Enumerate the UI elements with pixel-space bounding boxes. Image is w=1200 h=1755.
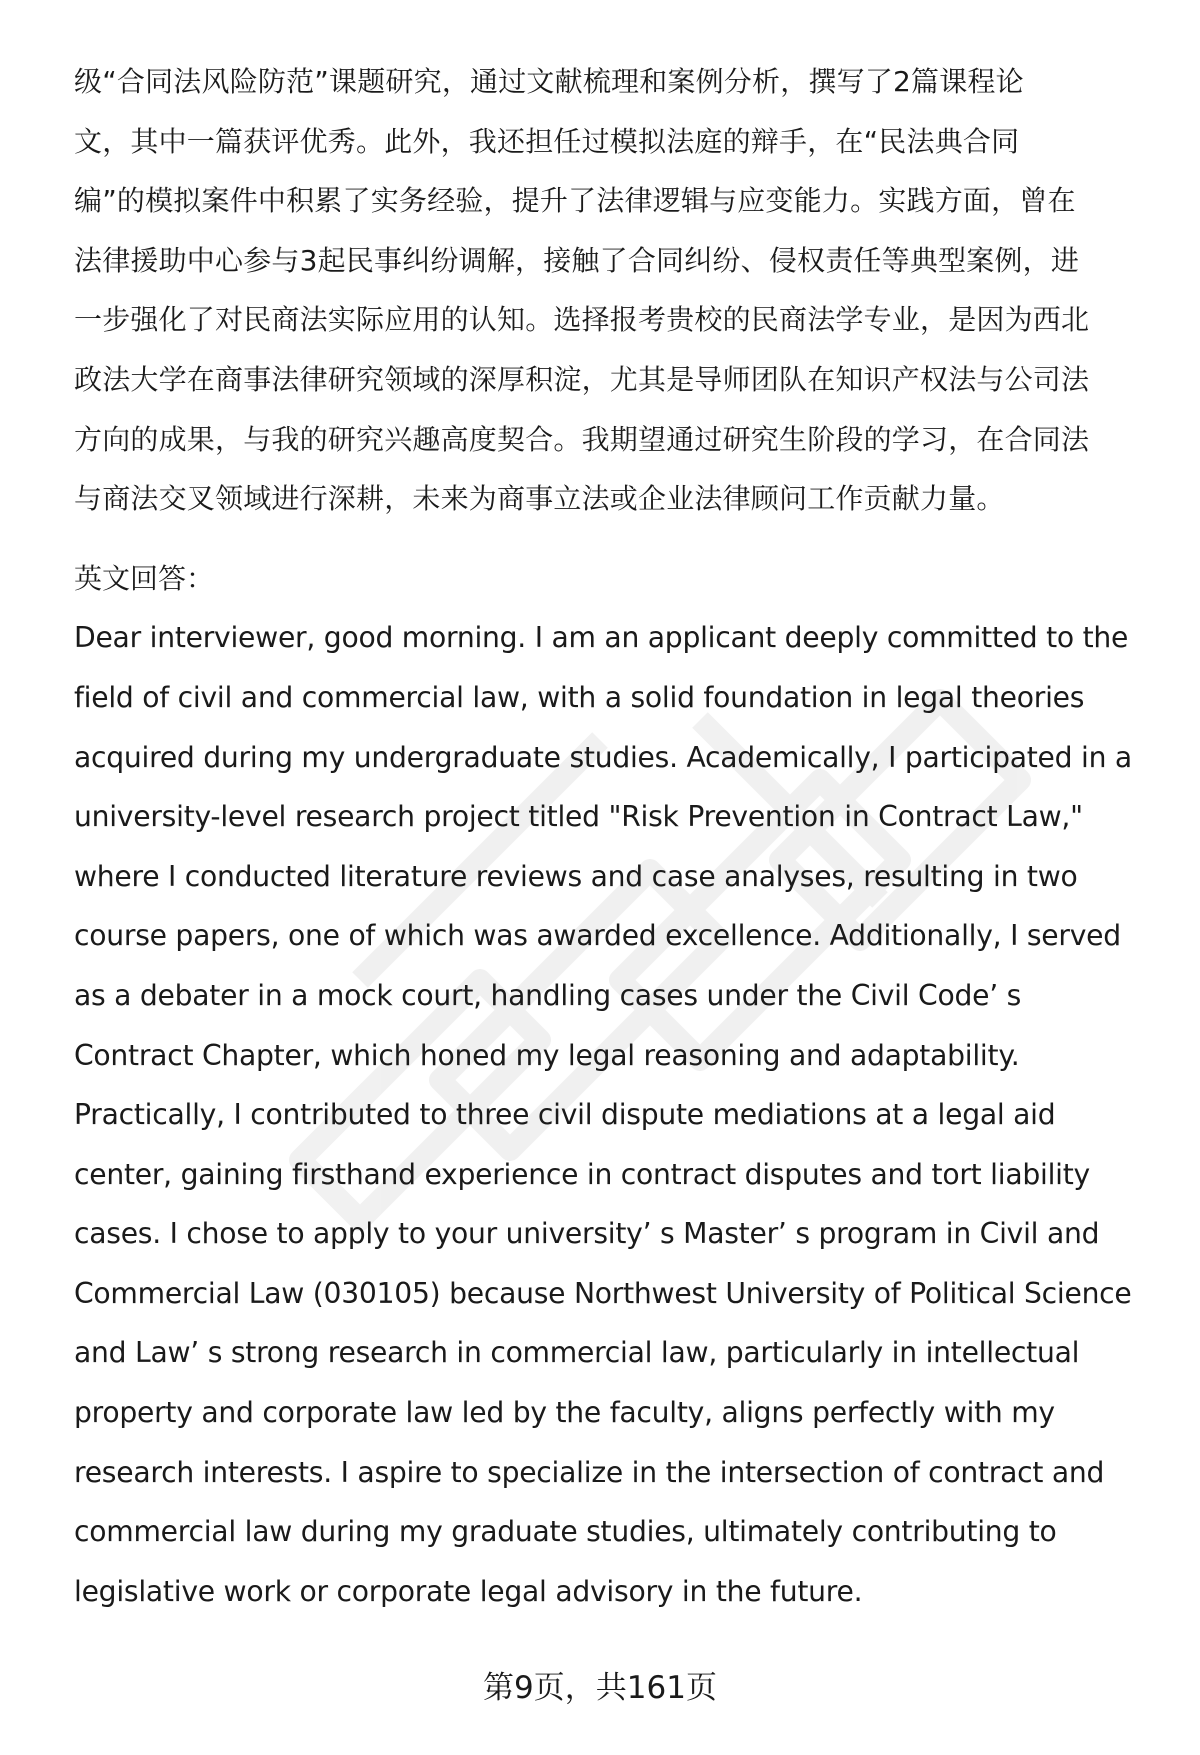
english-answer-line: legislative work or corporate legal advisory in the future.	[74, 1574, 863, 1608]
english-answer-line: center, gaining firsthand experience in contract disputes and tort liability	[74, 1157, 1090, 1191]
english-answer-line: property and corporate law led by the faculty, aligns perfectly with my	[74, 1396, 1055, 1430]
chinese-answer-line: 法律援助中心参与3起民事纠纷调解，接触了合同纠纷、侵权责任等典型案例，进	[74, 243, 1080, 277]
english-answer-line: cases. I chose to apply to your university’ s Master’ s program in Civil and	[74, 1217, 1100, 1251]
english-answer-line: Contract Chapter, which honed my legal reasoning and adaptability.	[74, 1038, 1020, 1072]
english-answer-line: course papers, one of which was awarded excellence. Additionally, I served	[74, 919, 1121, 953]
english-answer-line: university-level research project titled "Risk Prevention in Contract Law,"	[74, 800, 1083, 834]
english-answer-heading: 英文回答：	[74, 561, 215, 595]
english-answer-line: as a debater in a mock court, handling cases under the Civil Code’ s	[74, 978, 1022, 1012]
page-number-footer: 第9页，共161页	[483, 1670, 717, 1706]
chinese-answer-line: 一步强化了对民商法实际应用的认知。选择报考贵校的民商法学专业，是因为西北	[74, 303, 1090, 337]
english-answer-line: commercial law during my graduate studies, ultimately contributing to	[74, 1515, 1057, 1549]
english-answer-line: research interests. I aspire to specialize in the intersection of contract and	[74, 1455, 1105, 1489]
english-answer-line: field of civil and commercial law, with a solid foundation in legal theories	[74, 680, 1085, 714]
chinese-answer-line: 编”的模拟案件中积累了实务经验，提升了法律逻辑与应变能力。实践方面，曾在	[74, 184, 1076, 218]
document-body	[74, 52, 1149, 1621]
chinese-answer-line: 政法大学在商事法律研究领域的深厚积淀，尤其是导师团队在知识产权法与公司法	[74, 362, 1090, 396]
english-answer-line: Practically, I contributed to three civil dispute mediations at a legal aid	[74, 1098, 1056, 1132]
english-answer-line: acquired during my undergraduate studies. Academically, I participated in a	[74, 740, 1132, 774]
chinese-answer-paragraph	[74, 52, 1149, 529]
chinese-answer-line: 与商法交叉领域进行深耕，未来为商事立法或企业法律顾问工作贡献力量。	[74, 482, 1005, 516]
chinese-answer-line: 级“合同法风险防范”课题研究，通过文献梳理和案例分析，撰写了2篇课程论	[74, 65, 1024, 98]
english-answer-line: and Law’ s strong research in commercial law, particularly in intellectual	[74, 1336, 1080, 1370]
english-answer-line: Dear interviewer, good morning. I am an applicant deeply committed to the	[74, 621, 1129, 655]
english-answer-line: where I conducted literature reviews and case analyses, resulting in two	[74, 859, 1078, 893]
chinese-answer-line: 文，其中一篇获评优秀。此外，我还担任过模拟法庭的辩手，在“民法典合同	[74, 124, 1020, 158]
english-answer-paragraph	[74, 608, 1149, 1621]
chinese-answer-line: 方向的成果，与我的研究兴趣高度契合。我期望通过研究生阶段的学习，在合同法	[74, 422, 1090, 456]
english-answer-line: Commercial Law (030105) because Northwest University of Political Science	[74, 1276, 1132, 1310]
